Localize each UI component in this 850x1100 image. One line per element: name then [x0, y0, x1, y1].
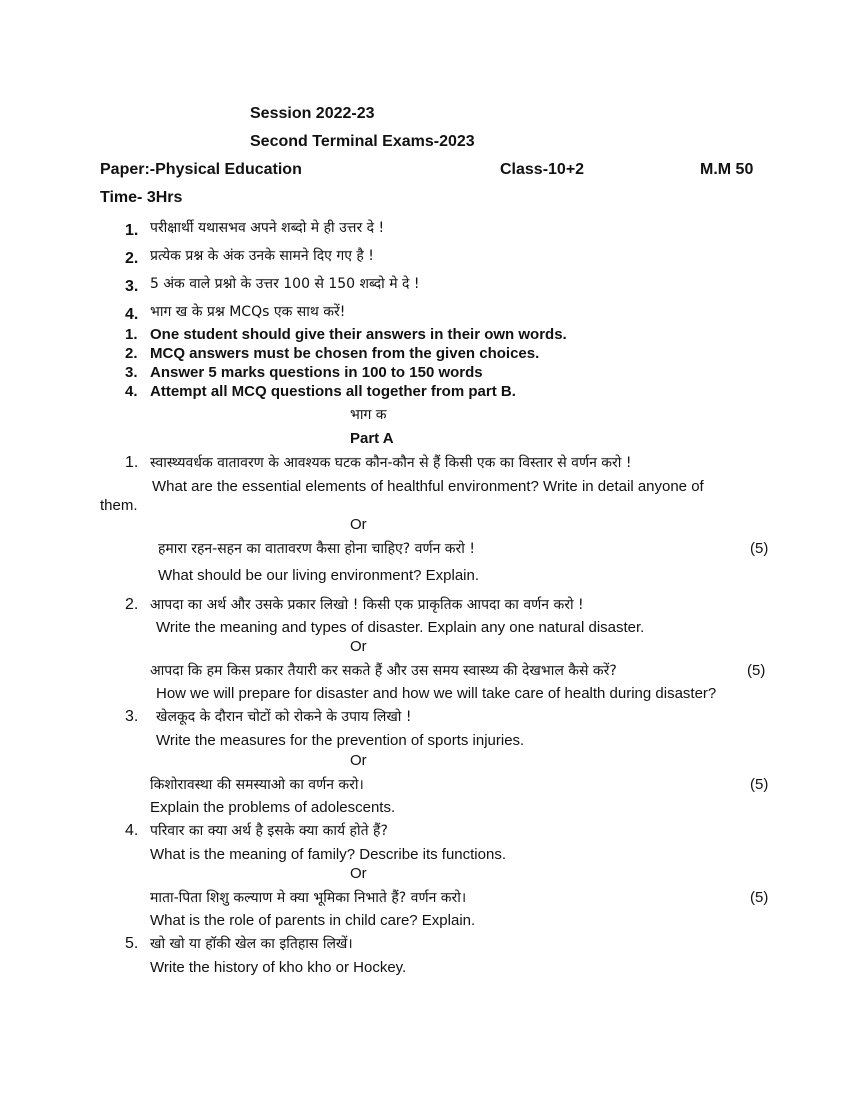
marks: (5)	[747, 662, 766, 679]
max-marks: M.M 50	[700, 161, 754, 178]
question-english-continued: them.	[100, 497, 138, 514]
instruction-number: 3.	[125, 364, 138, 381]
alternative-question-hindi: हमारा रहन-सहन का वातावरण कैसा होना चाहिए? वर्णन करो !	[158, 541, 475, 557]
marks: (5)	[750, 776, 769, 793]
instruction-text: 5 अंक वाले प्रश्नो के उत्तर 100 से 150 शब्दो मे दे !	[150, 276, 420, 292]
question-english: Write the history of kho kho or Hockey.	[150, 959, 407, 976]
class-label: Class-10+2	[500, 161, 585, 178]
session-title: Session 2022-23	[250, 105, 375, 122]
instruction-number: 1.	[125, 326, 138, 343]
instruction-number: 4.	[125, 306, 139, 323]
alternative-question-english: What is the role of parents in child care? Explain.	[150, 912, 476, 929]
question-english: What is the meaning of family? Describe its functions.	[150, 846, 506, 863]
marks: (5)	[750, 889, 769, 906]
time-allowed: Time- 3Hrs	[100, 189, 183, 206]
instruction-number: 1.	[125, 222, 139, 239]
part-heading-hindi: भाग क	[350, 407, 387, 423]
alternative-question-english: How we will prepare for disaster and how we will take care of health during disaster?	[156, 685, 717, 702]
part-heading-english: Part A	[350, 430, 394, 447]
instruction-text: परीक्षार्थी यथासभव अपने शब्दो मे ही उत्तर दे !	[150, 220, 385, 236]
question-english: Write the measures for the prevention of sports injuries.	[156, 732, 525, 749]
exam-title: Second Terminal Exams-2023	[250, 133, 475, 150]
question-number: 2.	[125, 596, 139, 613]
instruction-text: One student should give their answers in their own words.	[150, 326, 567, 343]
instruction-number: 2.	[125, 345, 138, 362]
marks: (5)	[750, 540, 769, 557]
question-hindi: परिवार का क्या अर्थ है इसके क्या कार्य होते हैं?	[150, 823, 388, 839]
or-separator: Or	[350, 865, 367, 882]
or-separator: Or	[350, 516, 367, 533]
question-hindi: स्वास्थ्यवर्धक वातावरण के आवश्यक घटक कौन-कौन से हैं किसी एक का विस्तार से वर्णन करो !	[150, 455, 632, 471]
question-number: 3.	[125, 708, 139, 725]
instruction-text: भाग ख के प्रश्न MCQs एक साथ करें!	[150, 304, 346, 320]
or-separator: Or	[350, 638, 367, 655]
instruction-text: Attempt all MCQ questions all together from part B.	[150, 383, 516, 400]
instruction-text: MCQ answers must be chosen from the given choices.	[150, 345, 540, 362]
question-number: 4.	[125, 822, 139, 839]
instruction-number: 2.	[125, 250, 139, 267]
question-hindi: खो खो या हॉकी खेल का इतिहास लिखें।	[150, 936, 353, 952]
or-separator: Or	[350, 752, 367, 769]
question-number: 5.	[125, 935, 139, 952]
question-english: What are the essential elements of healthful environment? Write in detail anyone of	[152, 478, 704, 495]
instruction-text: Answer 5 marks questions in 100 to 150 words	[150, 364, 483, 381]
instruction-number: 3.	[125, 278, 139, 295]
alternative-question-hindi: किशोरावस्था की समस्याओ का वर्णन करो।	[150, 777, 364, 793]
paper-subject: Paper:-Physical Education	[100, 161, 302, 178]
question-number: 1.	[125, 454, 139, 471]
question-english: Write the meaning and types of disaster. Explain any one natural disaster.	[156, 619, 645, 636]
instruction-number: 4.	[125, 383, 138, 400]
instruction-text: प्रत्येक प्रश्न के अंक उनके सामने दिए गए है !	[150, 248, 374, 264]
question-hindi: आपदा का अर्थ और उसके प्रकार लिखो ! किसी एक प्राकृतिक आपदा का वर्णन करो !	[150, 597, 584, 613]
alternative-question-hindi: माता-पिता शिशु कल्याण मे क्या भूमिका निभाते हैं? वर्णन करो।	[150, 890, 467, 906]
alternative-question-english: What should be our living environment? Explain.	[158, 567, 480, 584]
question-hindi: खेलकूद के दौरान चोटों को रोकने के उपाय लिखो !	[156, 709, 412, 725]
alternative-question-english: Explain the problems of adolescents.	[150, 799, 396, 816]
alternative-question-hindi: आपदा कि हम किस प्रकार तैयारी कर सकते हैं और उस समय स्वास्थ्य की देखभाल कैसे करें?	[150, 663, 617, 679]
